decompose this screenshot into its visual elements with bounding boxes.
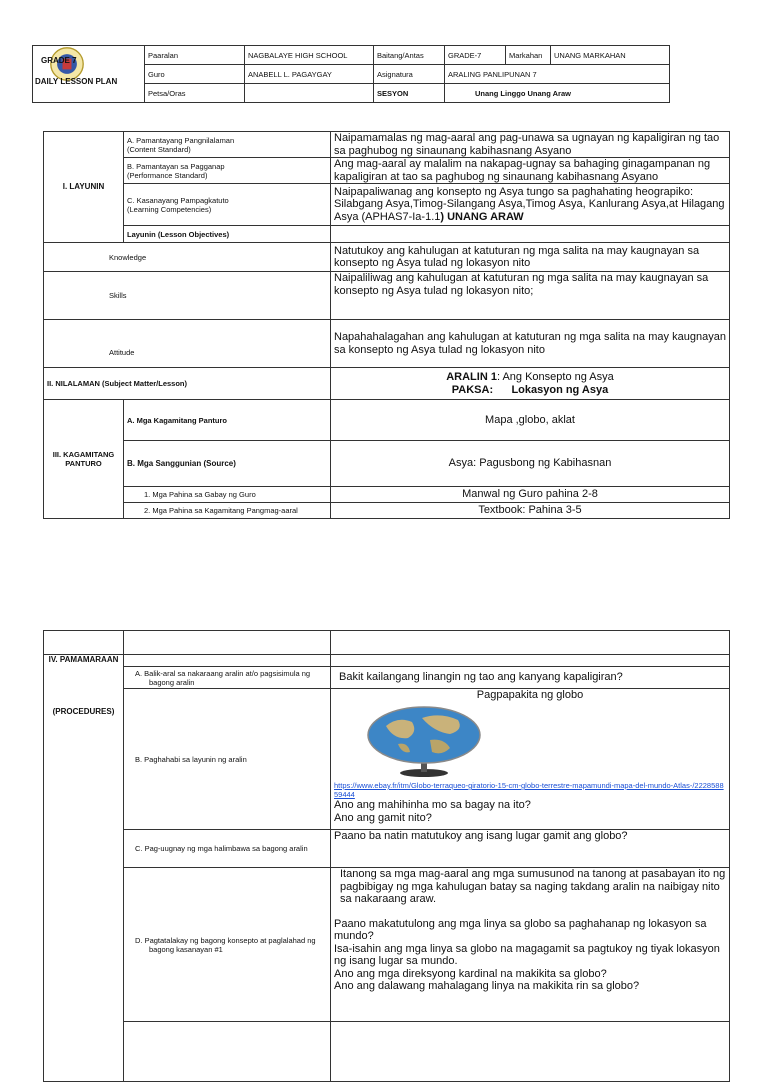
header-cell: SESYON <box>374 84 445 103</box>
student-pages-text: Textbook: Pahina 3-5 <box>331 503 730 519</box>
proc-empty <box>331 631 730 655</box>
kagamitan-a-text: Mapa ,globo, aklat <box>331 400 730 441</box>
step-c-label <box>124 830 331 868</box>
proc-empty <box>44 631 124 655</box>
step-b-title: Pagpapakita ng globo <box>476 689 584 701</box>
globe-image <box>334 702 726 782</box>
header-cell: GRADE-7 <box>445 46 506 65</box>
step-a-label <box>124 667 331 689</box>
proc-empty <box>124 1022 331 1082</box>
skills-label: Skills <box>44 272 331 320</box>
competencies-day: ) UNANG ARAW <box>440 210 524 223</box>
header-cell <box>245 84 374 103</box>
content-standard-text: Naipamamalas ng mag-aaral ang pag-unawa sa ugnayan ng kapaligiran ng tao sa paghubog ng sinaunang kabihasnang Asyano <box>331 132 730 158</box>
lesson-plan-table <box>43 131 730 519</box>
dlp-label: DAILY LESSON PLAN <box>35 77 118 86</box>
competencies-main: Naipapaliwanag ang konsepto ng Asya tungo sa paghahating heograpiko: Silabgang Asya,Timog-Silangang Asya,Timog Asya, Kanlurang Asya,at Hilagang Asya (APHAS7-Ia-1.1 <box>334 185 725 223</box>
header-cell: Baitang/Antas <box>374 46 445 65</box>
proc-empty <box>124 631 331 655</box>
aralin-title: : Ang Konsepto ng Asya <box>496 371 614 383</box>
kagamitan-a-label: A. Mga Kagamitang Panturo <box>124 400 331 441</box>
procedures-subtitle: (PROCEDURES) <box>52 707 115 716</box>
attitude-label: Attitude <box>44 320 331 368</box>
attitude-text: Napahahalagahan ang kahulugan at katuturan ng mga salita na may kaugnayan sa konsepto ng Asya tulad ng lokasyon nito <box>331 320 730 368</box>
header-cell: Unang Linggo Unang Araw <box>445 84 670 103</box>
guide-pages-text: Manwal ng Guro pahina 2-8 <box>331 487 730 503</box>
step-d-content <box>331 868 730 1022</box>
procedures-title: IV. PAMAMARAAN <box>48 655 119 664</box>
skills-text: Naipaliliwag ang kahulugan at katuturan ng mga salita na may kaugnayan sa konsepto ng Asya tulad ng lokasyon nito; <box>331 272 730 320</box>
step-b-q1: Ano ang mahihinha mo sa bagay na ito? <box>334 799 531 811</box>
header-cell: Asignatura <box>374 65 445 84</box>
nilalaman-section: II. NILALAMAN (Subject Matter/Lesson) <box>44 368 331 400</box>
header-cell: ANABELL L. PAGAYGAY <box>245 65 374 84</box>
sanggunian-label: B. Mga Sanggunian (Source) <box>124 441 331 487</box>
step-b-content <box>331 689 730 830</box>
header-table <box>32 45 670 103</box>
student-pages-label: 2. Mga Pahina sa Kagamitang Pangmag-aaral <box>124 503 331 519</box>
aralin-number: ARALIN 1 <box>446 371 497 383</box>
step-d-intro: Itanong sa mga mag-aaral ang mga sumusunod na tanong at pasabayan ito ng pagbibigay ng mga kahulugan batay sa naging takdang aralin na naibigay nito sa nakaraang araw. <box>340 868 726 905</box>
step-d-label-text: D. Pagtatalakay ng bagong konsepto at paglalahad ng bagong kasanayan #1 <box>135 935 316 954</box>
header-cell: Guro <box>145 65 245 84</box>
logo-cell <box>33 46 145 103</box>
procedures-table <box>43 630 730 1082</box>
step-d-questions: Paano makatutulong ang mga linya sa globo sa paghahanap ng lokasyon sa mundo? Isa-isahin ang mga linya sa globo na magagamit sa pagtukoy ng tiyak lokasyon ng isang lugar sa mundo. Ano ang mga direksyong kardinal na makikita sa globo? Ano ang dalawang mahalagang linya na makikita rin sa globo? <box>334 917 720 992</box>
step-a-label-text: A. Balik-aral sa nakaraang aralin at/o pagsisimula ng bagong aralin <box>135 668 311 687</box>
grade-label: GRADE 7 <box>41 56 77 65</box>
guide-pages-label: 1. Mga Pahina sa Gabay ng Guro <box>124 487 331 503</box>
sanggunian-text: Asya: Pagusbong ng Kabihasnan <box>331 441 730 487</box>
header-cell: ARALING PANLIPUNAN 7 <box>445 65 670 84</box>
header-cell: Petsa/Oras <box>145 84 245 103</box>
globe-icon <box>364 702 484 778</box>
objectives-empty <box>331 226 730 243</box>
competencies-text <box>331 184 730 226</box>
knowledge-label: Knowledge <box>44 243 331 272</box>
aralin-line <box>334 371 726 384</box>
paksa-line: PAKSA: Lokasyon ng Asya <box>451 383 609 396</box>
kagamitan-section: III. KAGAMITANG PANTURO <box>44 400 124 519</box>
step-d-label <box>124 868 331 1022</box>
step-b-label <box>124 689 331 830</box>
knowledge-text: Natutukoy ang kahulugan at katuturan ng mga salita na may kaugnayan sa konsepto ng Asya tulad ng lokasyon nito <box>331 243 730 272</box>
step-c-label-text: C. Pag-uugnay ng mga halimbawa sa bagong aralin <box>135 844 308 853</box>
proc-empty <box>331 655 730 667</box>
step-a-text: Bakit kailangang linangin ng tao ang kanyang kapaligiran? <box>331 667 730 689</box>
step-b-label-text: B. Paghahabi sa layunin ng aralin <box>135 754 247 764</box>
proc-empty <box>331 1022 730 1082</box>
layunin-section: I. LAYUNIN <box>44 132 124 243</box>
procedures-section <box>44 655 124 1082</box>
competencies-label: C. Kasanayang Pampagkatuto (Learning Competencies) <box>124 184 331 226</box>
header-cell: Markahan <box>506 46 551 65</box>
nilalaman-text <box>331 368 730 400</box>
performance-standard-text: Ang mag-aaral ay malalim na nakapag-ugnay sa bahaging ginagampanan ng kapaligiran at tao sa paghubog ng sinaunang kabihasnang Asyano <box>331 158 730 184</box>
performance-standard-label: B. Pamantayan sa Pagganap (Performance Standard) <box>124 158 331 184</box>
step-b-q2: Ano ang gamit nito? <box>334 811 432 824</box>
header-cell: UNANG MARKAHAN <box>551 46 670 65</box>
step-c-text: Paano ba natin matutukoy ang isang lugar gamit ang globo? <box>331 830 730 868</box>
objectives-label: Layunin (Lesson Objectives) <box>124 226 331 243</box>
header-cell: NAGBALAYE HIGH SCHOOL <box>245 46 374 65</box>
globe-source-link[interactable]: https://www.ebay.fr/itm/Globo-terraqueo-giratorio-15-cm-globo-terrestre-mapamundi-mapa-del-mundo-Atlas-/222858859444 <box>334 781 724 799</box>
header-cell: Paaralan <box>145 46 245 65</box>
content-standard-label: A. Pamantayang Pangnilalaman (Content Standard) <box>124 132 331 158</box>
proc-empty <box>124 655 331 667</box>
